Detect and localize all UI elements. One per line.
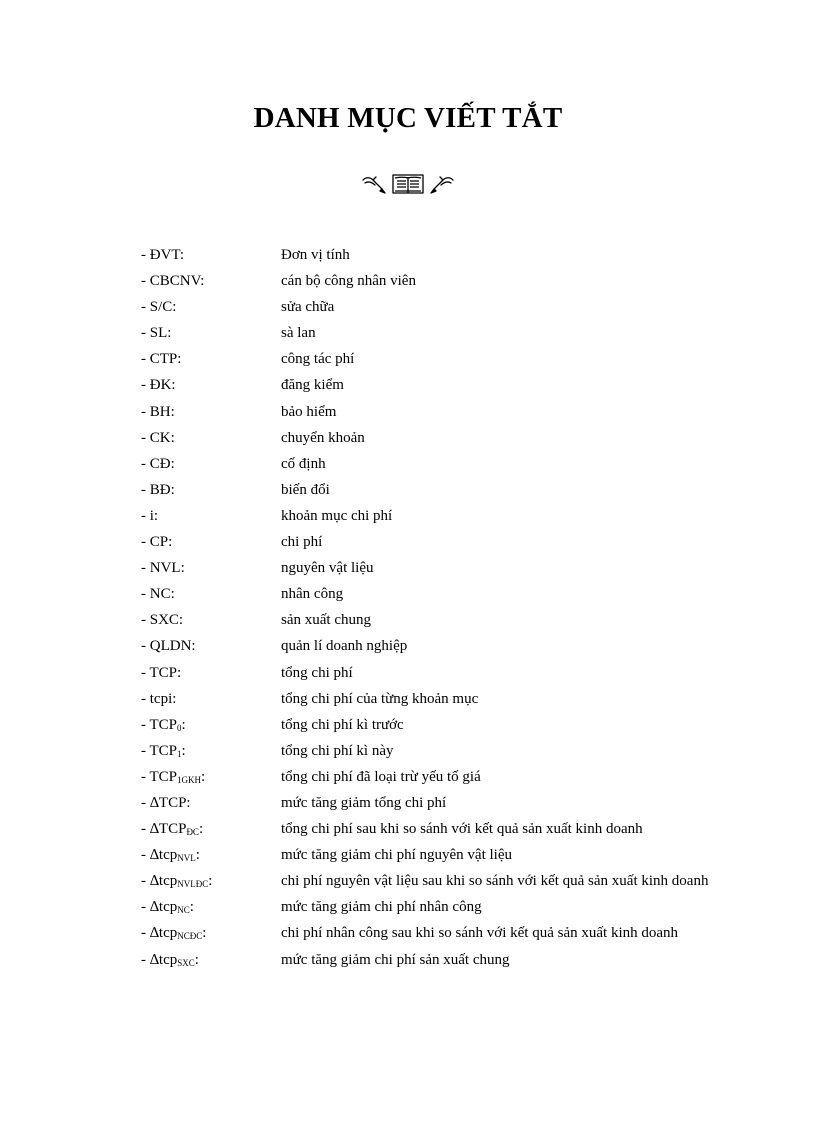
abbreviation-term	[141, 952, 281, 970]
abbreviation-term	[141, 247, 281, 265]
abbreviation-meaning: chuyển khoản	[281, 429, 365, 446]
abbreviation-row	[141, 743, 741, 761]
abbreviation-meaning: tổng chi phí đã loại trừ yếu tố giá	[281, 768, 481, 785]
abbreviation-row	[141, 769, 741, 787]
abbreviation-colon: :	[181, 742, 186, 759]
abbreviation-meaning: biến đổi	[281, 481, 330, 498]
abbreviation-row	[141, 638, 741, 656]
abbreviation-term	[141, 691, 281, 709]
abbreviation-term	[141, 847, 281, 865]
abbreviation-subscript: 1	[176, 748, 182, 759]
abbreviation-row	[141, 952, 741, 970]
abbreviation-term	[141, 377, 281, 395]
abbreviation-base: - TCP	[141, 716, 177, 733]
abbreviation-term	[141, 612, 281, 630]
abbreviation-meaning: sửa chữa	[281, 299, 335, 316]
abbreviation-row	[141, 873, 741, 891]
abbreviation-base: - QLDN:	[141, 638, 196, 655]
abbreviation-base: - S/C:	[141, 299, 177, 316]
abbreviation-base: - CP:	[141, 534, 173, 551]
abbreviation-meaning: nhân công	[281, 586, 344, 603]
open-book-icon	[393, 175, 423, 193]
abbreviation-meaning: sản xuất chung	[281, 612, 371, 629]
abbreviation-subscript: SXC	[177, 957, 195, 968]
abbreviation-base: - i:	[141, 507, 159, 524]
abbreviation-term	[141, 743, 281, 761]
abbreviation-row	[141, 351, 741, 369]
abbreviation-term	[141, 899, 281, 917]
abbreviation-meaning: tổng chi phí	[281, 664, 353, 681]
abbreviation-row	[141, 717, 741, 735]
abbreviation-subscript: ĐC	[186, 827, 199, 838]
abbreviation-meaning: tổng chi phí của từng khoản mục	[281, 690, 479, 707]
abbreviation-base: - ∆tcp	[141, 951, 178, 968]
abbreviation-row	[141, 299, 741, 317]
abbreviation-colon: :	[195, 847, 200, 864]
abbreviation-term	[141, 769, 281, 787]
abbreviation-colon: :	[198, 821, 204, 838]
abbreviation-term	[141, 534, 281, 552]
abbreviation-row	[141, 508, 741, 526]
abbreviation-row	[141, 482, 741, 500]
abbreviation-meaning: mức tăng giảm chi phí nguyên vật liệu	[281, 847, 512, 864]
abbreviation-subscript: NC	[177, 905, 190, 916]
abbreviation-base: - tcpi:	[141, 690, 177, 707]
abbreviation-row	[141, 273, 741, 291]
abbreviation-base: - SXC:	[141, 612, 184, 629]
abbreviation-row	[141, 586, 741, 604]
abbreviation-meaning: tổng chi phí sau khi so sánh với kết quả sản xuất kinh doanh	[281, 821, 643, 838]
ornament-svg	[360, 171, 456, 197]
abbreviation-term	[141, 821, 281, 839]
abbreviation-base: - BĐ:	[141, 481, 175, 498]
abbreviation-term	[141, 273, 281, 291]
abbreviation-subscript: 1GKH	[176, 774, 201, 785]
abbreviation-row	[141, 377, 741, 395]
abbreviation-row	[141, 247, 741, 265]
abbreviation-term	[141, 925, 281, 943]
abbreviation-row	[141, 456, 741, 474]
abbreviation-meaning: công tác phí	[281, 351, 355, 368]
abbreviation-subscript: NVL	[177, 853, 196, 864]
abbreviation-base: - ∆TCP:	[141, 794, 191, 811]
page-title: DANH MỤC VIẾT TẮT	[253, 102, 563, 134]
abbreviation-term	[141, 299, 281, 317]
abbreviation-list	[141, 247, 741, 978]
abbreviation-meaning: mức tăng giảm chi phí nhân công	[281, 899, 482, 916]
abbreviation-meaning: mức tăng giảm chi phí sản xuất chung	[281, 951, 510, 968]
abbreviation-row	[141, 691, 741, 709]
abbreviation-colon: :	[200, 768, 206, 785]
abbreviation-row	[141, 325, 741, 343]
writing-hand-left-icon	[363, 177, 385, 193]
abbreviation-row	[141, 925, 741, 943]
abbreviation-base: - NVL:	[141, 560, 185, 577]
abbreviation-colon: :	[181, 716, 186, 733]
abbreviation-term	[141, 456, 281, 474]
abbreviation-meaning: cán bộ công nhân viên	[281, 273, 416, 290]
abbreviation-term	[141, 795, 281, 813]
abbreviation-subscript: NVLĐC	[177, 879, 209, 890]
abbreviation-row	[141, 612, 741, 630]
abbreviation-meaning: khoản mục chi phí	[281, 507, 393, 524]
abbreviation-term	[141, 404, 281, 422]
abbreviation-term	[141, 325, 281, 343]
abbreviation-meaning: chi phí	[281, 534, 323, 551]
abbreviation-base: - ĐK:	[141, 377, 176, 394]
abbreviation-meaning: đăng kiểm	[281, 377, 344, 394]
abbreviation-term	[141, 560, 281, 578]
abbreviation-base: - CTP:	[141, 351, 182, 368]
abbreviation-term	[141, 482, 281, 500]
abbreviation-base: - ĐVT:	[141, 247, 184, 263]
writing-hand-right-icon	[431, 177, 453, 193]
abbreviation-base: - ∆tcp	[141, 873, 178, 890]
abbreviation-base: - ∆TCP	[141, 821, 187, 838]
abbreviation-base: - TCP	[141, 742, 177, 759]
abbreviation-colon: :	[208, 873, 213, 890]
abbreviation-row	[141, 534, 741, 552]
abbreviation-subscript: NCĐC	[177, 931, 203, 942]
abbreviation-term	[141, 430, 281, 448]
abbreviation-row	[141, 665, 741, 683]
abbreviation-base: - TCP	[141, 768, 177, 785]
abbreviation-term	[141, 586, 281, 604]
abbreviation-term	[141, 873, 281, 891]
abbreviation-row	[141, 821, 741, 839]
abbreviation-colon: :	[194, 951, 199, 968]
abbreviation-meaning: tổng chi phí kì này	[281, 742, 394, 759]
abbreviation-meaning: tổng chi phí kì trước	[281, 716, 404, 733]
abbreviation-base: - SL:	[141, 325, 172, 342]
abbreviation-meaning: quản lí doanh nghiệp	[281, 638, 408, 655]
abbreviation-base: - ∆tcp	[141, 847, 178, 864]
abbreviation-meaning: bảo hiểm	[281, 403, 337, 420]
abbreviation-meaning: chi phí nguyên vật liệu sau khi so sánh với kết quả sản xuất kinh doanh	[281, 873, 709, 890]
abbreviation-row	[141, 847, 741, 865]
abbreviation-base: - CĐ:	[141, 455, 175, 472]
abbreviation-row	[141, 404, 741, 422]
abbreviation-base: - ∆tcp	[141, 925, 178, 942]
abbreviation-meaning: cố định	[281, 455, 326, 472]
abbreviation-colon: :	[202, 925, 207, 942]
abbreviation-base: - NC:	[141, 586, 175, 603]
abbreviation-term	[141, 508, 281, 526]
abbreviation-base: - BH:	[141, 403, 175, 420]
abbreviation-term	[141, 717, 281, 735]
abbreviation-term	[141, 665, 281, 683]
abbreviation-term	[141, 638, 281, 656]
abbreviation-row	[141, 795, 741, 813]
abbreviation-base: - CK:	[141, 429, 175, 446]
abbreviation-row	[141, 560, 741, 578]
abbreviation-meaning: sà lan	[281, 325, 316, 342]
title-ornament	[0, 170, 816, 198]
abbreviation-colon: :	[189, 899, 194, 916]
abbreviation-row	[141, 899, 741, 917]
abbreviation-base: - TCP:	[141, 664, 182, 681]
abbreviation-meaning: chi phí nhân công sau khi so sánh với kết quả sản xuất kinh doanh	[281, 925, 679, 942]
abbreviation-meaning: Đơn vị tính	[281, 247, 350, 263]
abbreviation-row	[141, 430, 741, 448]
abbreviation-subscript: 0	[176, 722, 182, 733]
abbreviation-base: - ∆tcp	[141, 899, 178, 916]
abbreviation-meaning: mức tăng giảm tổng chi phí	[281, 794, 447, 811]
abbreviation-base: - CBCNV:	[141, 273, 205, 290]
abbreviation-term	[141, 351, 281, 369]
abbreviation-meaning: nguyên vật liệu	[281, 560, 374, 577]
